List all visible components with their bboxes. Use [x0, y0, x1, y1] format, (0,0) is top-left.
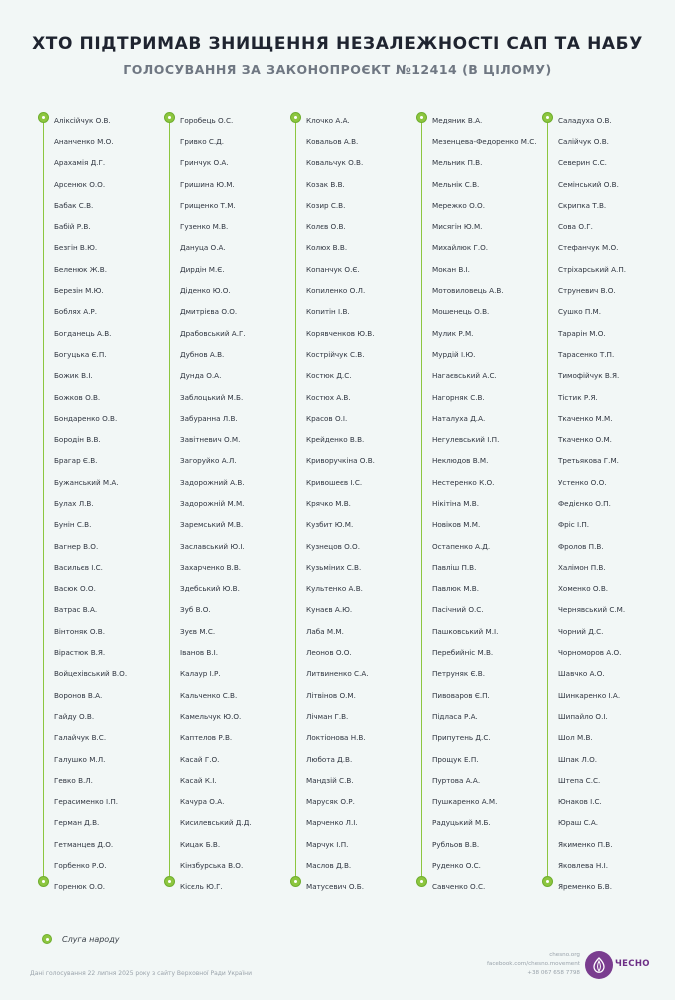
deputy-name: Бондаренко О.В. — [54, 413, 118, 423]
deputy-name: Горенюк О.О. — [54, 882, 106, 892]
deputy-name: Бунін С.В. — [54, 520, 92, 530]
deputy-name: Костюк Д.С. — [306, 371, 352, 381]
deputy-name: Северин С.С. — [558, 158, 607, 168]
deputy-name: Михайлюк Г.О. — [432, 243, 489, 253]
page-subtitle: ГОЛОСУВАННЯ ЗА ЗАКОНОПРОЄКТ №12414 (В ЦІЛОМУ) — [123, 62, 552, 77]
deputy-name: Савченко О.С. — [432, 882, 486, 892]
deputy-name: Гетманцев Д.О. — [54, 839, 114, 849]
deputy-name: Ткаченко О.М. — [558, 435, 612, 445]
deputy-name: Устенко О.О. — [558, 477, 607, 487]
deputy-name: Войцехівський В.О. — [54, 669, 128, 679]
deputy-name: Герасименко І.П. — [54, 797, 119, 807]
deputy-name: Хоменко О.В. — [558, 584, 609, 594]
deputy-name: Лаба М.М. — [306, 626, 344, 636]
deputy-name: Юнаков І.С. — [558, 797, 602, 807]
deputy-name: Галайчук В.С. — [54, 733, 107, 743]
deputy-name: Гришина Ю.М. — [180, 179, 235, 189]
deputy-name: Безгін В.Ю. — [54, 243, 98, 253]
deputy-name: Стріхарський А.П. — [558, 264, 627, 274]
deputy-name: Бабак С.В. — [54, 200, 94, 210]
deputy-name: Ватрас В.А. — [54, 605, 98, 615]
deputy-name: Зуєв М.С. — [180, 626, 216, 636]
deputy-name: Стефанчук М.О. — [558, 243, 619, 253]
deputy-name: Фріс І.П. — [558, 520, 590, 530]
deputy-name: Сушко П.М. — [558, 307, 602, 317]
deputy-name: Задорожний А.В. — [180, 477, 245, 487]
deputy-name: Чорноморов А.О. — [558, 648, 622, 658]
party-dot-icon — [416, 112, 427, 123]
deputy-name: Загоруйко А.Л. — [180, 456, 237, 466]
deputy-name: Іванов В.І. — [180, 648, 218, 658]
deputy-name: Мокан В.І. — [432, 264, 470, 274]
deputy-name: Марусяк О.Р. — [306, 797, 355, 807]
deputy-name: Дмитрієва О.О. — [180, 307, 238, 317]
contact-facebook: facebook.com/chesno.movement — [486, 961, 580, 967]
column-line — [169, 118, 170, 882]
deputy-name: Люботa Д.В. — [306, 754, 353, 764]
deputy-name: Руденко О.С. — [432, 861, 481, 871]
deputy-name: Гринчук О.А. — [180, 158, 229, 168]
deputy-name: Мережко О.О. — [432, 200, 485, 210]
deputy-name: Маслов Д.В. — [306, 861, 352, 871]
deputy-name: Мезенцева-Федоренко М.С. — [432, 136, 537, 146]
deputy-name: Матусевич О.Б. — [306, 882, 365, 892]
deputy-name: Прощук Е.П. — [432, 754, 479, 764]
deputy-name: Каптелов Р.В. — [180, 733, 233, 743]
deputy-name: Дирдін М.Є. — [180, 264, 225, 274]
deputy-name: Богданець А.В. — [54, 328, 112, 338]
deputy-name: Герман Д.В. — [54, 818, 100, 828]
deputy-name: Салійчук О.В. — [558, 136, 609, 146]
deputy-name: Гевко В.Л. — [54, 775, 93, 785]
deputy-name: Литвиненко С.А. — [306, 669, 369, 679]
deputy-name: Богуцька Є.П. — [54, 349, 107, 359]
deputy-name: Шпак Л.О. — [558, 754, 598, 764]
deputy-name: Шинкаренко І.А. — [558, 690, 621, 700]
deputy-name: Копитін І.В. — [306, 307, 350, 317]
deputy-name: Струневич В.О. — [558, 286, 616, 296]
page-title: ХТО ПІДТРИМАВ ЗНИЩЕННЯ НЕЗАЛЕЖНОСТІ САП ТА НАБУ — [32, 34, 643, 54]
deputy-name: Леонов О.О. — [306, 648, 352, 658]
deputy-name: Корявченков Ю.В. — [306, 328, 375, 338]
deputy-name: Грищенко Т.М. — [180, 200, 236, 210]
deputy-name: Божик В.І. — [54, 371, 93, 381]
deputy-name: Федієнко О.П. — [558, 498, 611, 508]
deputy-name: Аліксійчук О.В. — [54, 115, 111, 125]
deputy-name: Красов О.І. — [306, 413, 348, 423]
deputy-name: Мисягін Ю.М. — [432, 222, 483, 232]
deputy-name: Культенко А.В. — [306, 584, 363, 594]
deputy-name: Бородін В.В. — [54, 435, 101, 445]
names-column-1 — [38, 110, 156, 890]
names-column-3 — [290, 110, 408, 890]
deputy-name: Тимофійчук В.Я. — [558, 371, 620, 381]
deputy-name: Мурдій І.Ю. — [432, 349, 476, 359]
deputy-name: Калаур І.Р. — [180, 669, 221, 679]
deputy-name: Юраш С.А. — [558, 818, 599, 828]
names-list — [306, 110, 411, 898]
deputy-name: Мотовиловець А.В. — [432, 286, 504, 296]
deputy-name: Касай Г.О. — [180, 754, 220, 764]
deputy-name: Васильєв І.С. — [54, 562, 103, 572]
deputy-name: Брагар Є.В. — [54, 456, 98, 466]
deputy-name: Драбовський А.Г. — [180, 328, 246, 338]
deputy-name: Дануца О.А. — [180, 243, 226, 253]
deputy-name: Кінзбурська В.О. — [180, 861, 244, 871]
deputy-name: Марченко Л.І. — [306, 818, 358, 828]
column-line — [295, 118, 296, 882]
deputy-name: Здебський Ю.В. — [180, 584, 240, 594]
deputy-name: Новіков М.М. — [432, 520, 481, 530]
deputy-name: Криворучкіна О.В. — [306, 456, 375, 466]
party-dot-icon — [542, 876, 553, 887]
deputy-name: Пуртова А.А. — [432, 775, 481, 785]
deputy-name: Козир С.В. — [306, 200, 346, 210]
deputy-name: Забуранна Л.В. — [180, 413, 238, 423]
column-line — [421, 118, 422, 882]
names-column-5 — [542, 110, 660, 890]
deputy-name: Нікітіна М.В. — [432, 498, 480, 508]
deputy-name: Шавчко А.О. — [558, 669, 605, 679]
deputy-name: Яковлева Н.І. — [558, 861, 609, 871]
deputy-name: Третьякова Г.М. — [558, 456, 619, 466]
deputy-name: Чорний Д.С. — [558, 626, 604, 636]
deputy-name: Павлюк М.В. — [432, 584, 480, 594]
deputy-name: Божков О.В. — [54, 392, 101, 402]
deputy-name: Дубнов А.В. — [180, 349, 225, 359]
party-dot-icon — [290, 112, 301, 123]
party-dot-icon — [290, 876, 301, 887]
deputy-name: Кривошеєв І.С. — [306, 477, 363, 487]
party-dot-icon — [416, 876, 427, 887]
deputy-name: Мандзій С.В. — [306, 775, 354, 785]
deputy-name: Скрипка Т.В. — [558, 200, 607, 210]
deputy-name: Неклюдов В.М. — [432, 456, 489, 466]
column-line — [43, 118, 44, 882]
deputy-name: Чернявський С.М. — [558, 605, 626, 615]
names-list — [558, 110, 663, 898]
deputy-name: Захарченко В.В. — [180, 562, 242, 572]
deputy-name: Пасічний О.С. — [432, 605, 484, 615]
column-line — [547, 118, 548, 882]
deputy-name: Яременко Б.В. — [558, 882, 612, 892]
deputy-name: Мошенець О.В. — [432, 307, 490, 317]
names-list — [54, 110, 159, 898]
deputy-name: Марчук І.П. — [306, 839, 349, 849]
deputy-name: Булах Л.В. — [54, 498, 94, 508]
deputy-name: Петруняк Є.В. — [432, 669, 485, 679]
deputy-name: Тарарін М.О. — [558, 328, 606, 338]
deputy-name: Горобець О.С. — [180, 115, 234, 125]
deputy-name: Клочко А.А. — [306, 115, 350, 125]
deputy-name: Зуб В.О. — [180, 605, 211, 615]
deputy-name: Кисилевський Д.Д. — [180, 818, 252, 828]
onion-logo-icon — [585, 951, 613, 979]
names-list — [432, 110, 537, 898]
deputy-name: Гривко С.Д. — [180, 136, 225, 146]
deputy-name: Діденко Ю.О. — [180, 286, 231, 296]
party-dot-icon — [164, 876, 175, 887]
deputy-name: Перебийніс М.В. — [432, 648, 494, 658]
deputy-name: Кунаєв А.Ю. — [306, 605, 353, 615]
deputy-name: Копиленко О.Л. — [306, 286, 366, 296]
deputy-name: Вагнер В.О. — [54, 541, 99, 551]
deputy-name: Кострійчук С.В. — [306, 349, 365, 359]
deputy-name: Нагорняк С.В. — [432, 392, 485, 402]
deputy-name: Дунда О.А. — [180, 371, 222, 381]
deputy-name: Колюх В.В. — [306, 243, 348, 253]
deputy-name: Тарасенко Т.П. — [558, 349, 615, 359]
logo-text: ЧЕСНО — [615, 959, 650, 969]
deputy-name: Кальченко С.В. — [180, 690, 238, 700]
deputy-name: Локтіонова Н.В. — [306, 733, 366, 743]
deputy-name: Ковальов А.В. — [306, 136, 359, 146]
deputy-name: Кісєль Ю.Г. — [180, 882, 223, 892]
legend — [42, 934, 119, 944]
names-column-2 — [164, 110, 282, 890]
deputy-name: Підласа Р.А. — [432, 711, 478, 721]
deputy-name: Літвінов О.М. — [306, 690, 356, 700]
deputy-name: Бабій Р.В. — [54, 222, 91, 232]
deputy-name: Нестеренко К.О. — [432, 477, 495, 487]
deputy-name: Козак В.В. — [306, 179, 345, 189]
deputy-name: Негулевський І.П. — [432, 435, 500, 445]
deputy-name: Кузнецов О.О. — [306, 541, 360, 551]
deputy-name: Тістик Р.Я. — [558, 392, 598, 402]
legend-label: Слуга народу — [62, 934, 120, 944]
contacts — [487, 951, 580, 978]
deputy-name: Камельчук Ю.О. — [180, 711, 242, 721]
party-dot-icon — [42, 934, 52, 944]
deputy-name: Боблях А.Р. — [54, 307, 98, 317]
deputy-name: Мельник П.В. — [432, 158, 483, 168]
deputy-name: Колєв О.В. — [306, 222, 346, 232]
deputy-name: Галушко М.Л. — [54, 754, 106, 764]
deputy-name: Рубльов В.В. — [432, 839, 480, 849]
deputy-name: Ткаченко М.М. — [558, 413, 613, 423]
party-dot-icon — [542, 112, 553, 123]
deputy-name: Бужанський М.А. — [54, 477, 119, 487]
deputy-name: Арахамія Д.Г. — [54, 158, 106, 168]
deputy-name: Лічман Г.В. — [306, 711, 349, 721]
deputy-name: Кузьміних С.В. — [306, 562, 362, 572]
deputy-name: Заславський Ю.І. — [180, 541, 245, 551]
deputy-name: Фролов П.В. — [558, 541, 604, 551]
deputy-name: Шипайло О.І. — [558, 711, 608, 721]
deputy-name: Крейденко В.В. — [306, 435, 365, 445]
deputy-name: Касай К.І. — [180, 775, 217, 785]
deputy-name: Саладуха О.В. — [558, 115, 612, 125]
deputy-name: Заремський М.В. — [180, 520, 244, 530]
deputy-name: Гузенко М.В. — [180, 222, 229, 232]
names-list — [180, 110, 285, 898]
deputy-name: Вірастюк В.Я. — [54, 648, 106, 658]
deputy-name: Мулик Р.М. — [432, 328, 474, 338]
party-dot-icon — [38, 876, 49, 887]
deputy-name: Пашковський М.І. — [432, 626, 499, 636]
deputy-name: Наталуха Д.А. — [432, 413, 486, 423]
deputy-name: Радуцький М.Б. — [432, 818, 491, 828]
deputy-name: Воронов В.А. — [54, 690, 103, 700]
deputy-name: Остапенко А.Д. — [432, 541, 491, 551]
deputy-name: Якименко П.В. — [558, 839, 613, 849]
deputy-name: Пивоваров Є.П. — [432, 690, 490, 700]
source-note: Дані голосування 22 липня 2025 року з сайту Верховної Ради України — [30, 970, 252, 977]
deputy-name: Костюх А.В. — [306, 392, 351, 402]
deputy-name: Заблоцький М.Б. — [180, 392, 244, 402]
deputy-name: Халімон П.В. — [558, 562, 606, 572]
deputy-name: Качура О.А. — [180, 797, 225, 807]
deputy-name: Кицак Б.В. — [180, 839, 221, 849]
deputy-name: Пушкаренко А.М. — [432, 797, 498, 807]
party-dot-icon — [164, 112, 175, 123]
deputy-name: Мельнік С.В. — [432, 179, 480, 189]
deputy-name: Штепа С.С. — [558, 775, 601, 785]
deputy-name: Крячко М.В. — [306, 498, 351, 508]
deputy-name: Арсенюк О.О. — [54, 179, 106, 189]
deputy-name: Вінтоняк О.В. — [54, 626, 106, 636]
deputy-name: Задорожній М.М. — [180, 498, 245, 508]
deputy-name: Семінський О.В. — [558, 179, 619, 189]
party-dot-icon — [38, 112, 49, 123]
deputy-name: Гайду О.В. — [54, 711, 95, 721]
deputy-name: Кузбит Ю.М. — [306, 520, 354, 530]
deputy-name: Шол М.В. — [558, 733, 593, 743]
deputy-name: Нагаєвський А.С. — [432, 371, 497, 381]
deputy-name: Березін М.Ю. — [54, 286, 104, 296]
deputy-name: Ковальчук О.В. — [306, 158, 364, 168]
deputy-name: Ананченко М.О. — [54, 136, 114, 146]
deputy-name: Копанчук О.Є. — [306, 264, 360, 274]
deputy-name: Завітневич О.М. — [180, 435, 241, 445]
deputy-name: Горбенко Р.О. — [54, 861, 107, 871]
deputy-name: Васюк О.О. — [54, 584, 96, 594]
deputy-name: Медяник В.А. — [432, 115, 483, 125]
deputy-name: Павліш П.В. — [432, 562, 477, 572]
deputy-name: Беленюк Ж.В. — [54, 264, 107, 274]
names-column-4 — [416, 110, 537, 892]
deputy-name: Припутень Д.С. — [432, 733, 491, 743]
contact-phone: +38 067 658 7798 — [527, 970, 580, 976]
contact-site: chesno.org — [549, 952, 580, 958]
deputy-name: Сова О.Г. — [558, 222, 593, 232]
